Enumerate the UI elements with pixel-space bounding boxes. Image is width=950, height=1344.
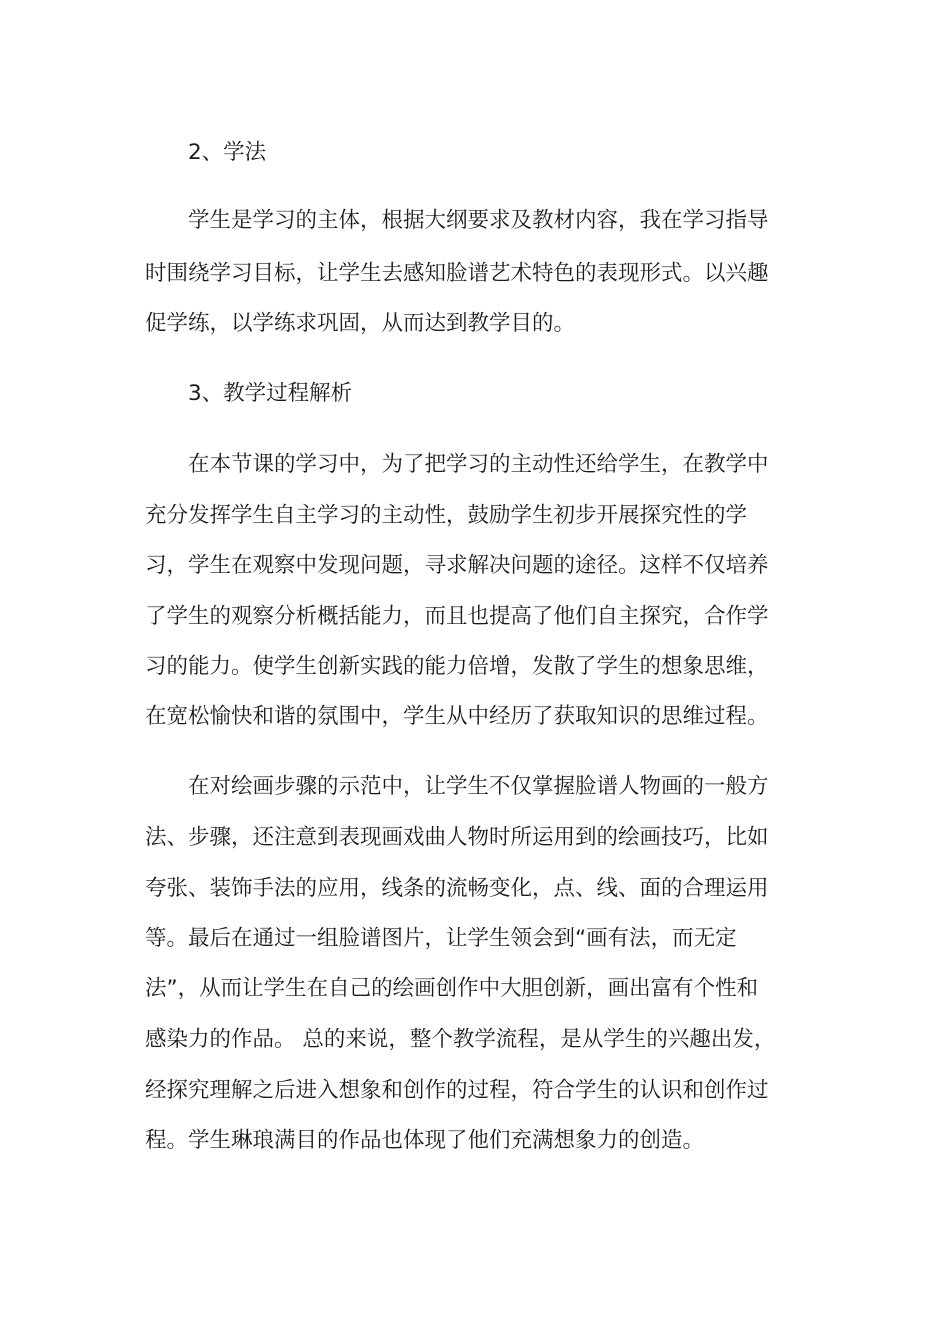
section-3-para2-line-4: 等。最后在通过一组脸谱图片，让学生领会到“画有法，而无定 <box>145 926 737 951</box>
section-3-para2-line-7: 经探究理解之后进入想象和创作的过程，符合学生的认识和创作过 <box>145 1078 769 1103</box>
section-3-para1-line-1: 在本节课的学习中，为了把学习的主动性还给学生，在教学中 <box>188 452 769 477</box>
section-2-para-line-2: 时围绕学习目标，让学生去感知脸谱艺术特色的表现形式。以兴趣 <box>145 261 769 286</box>
section-3-para2-line-2: 法、步骤，还注意到表现画戏曲人物时所运用到的绘画技巧，比如 <box>145 825 769 850</box>
section-3-para2-line-8: 程。学生琳琅满目的作品也体现了他们充满想象力的创造。 <box>145 1128 705 1153</box>
section-3-para2-line-5: 法”，从而让学生在自己的绘画创作中大胆创新，画出富有个性和 <box>145 976 759 1001</box>
section-3-para1-line-6: 在宽松愉快和谐的氛围中，学生从中经历了获取知识的思维过程。 <box>145 704 769 729</box>
section-3-para2-line-6: 感染力的作品。 总的来说，整个教学流程，是从学生的兴趣出发， <box>145 1027 776 1052</box>
section-2-para-line-1: 学生是学习的主体，根据大纲要求及教材内容，我在学习指导 <box>188 208 769 233</box>
section-2-heading: 2、学法 <box>188 140 267 165</box>
section-3-para1-line-2: 充分发挥学生自主学习的主动性，鼓励学生初步开展探究性的学 <box>145 503 748 528</box>
section-3-para2-line-1: 在对绘画步骤的示范中，让学生不仅掌握脸谱人物画的一般方 <box>188 774 769 799</box>
section-3-para1-line-3: 习，学生在观察中发现问题，寻求解决问题的途径。这样不仅培养 <box>145 553 769 578</box>
section-2-para-line-3: 促学练，以学练求巩固，从而达到教学目的。 <box>145 311 576 336</box>
section-3-heading: 3、教学过程解析 <box>188 381 353 406</box>
section-3-para1-line-5: 习的能力。使学生创新实践的能力倍增，发散了学生的想象思维， <box>145 654 769 679</box>
section-3-para1-line-4: 了学生的观察分析概括能力，而且也提高了他们自主探究，合作学 <box>145 604 769 629</box>
section-3-para2-line-3: 夸张、装饰手法的应用，线条的流畅变化，点、线、面的合理运用 <box>145 876 769 901</box>
